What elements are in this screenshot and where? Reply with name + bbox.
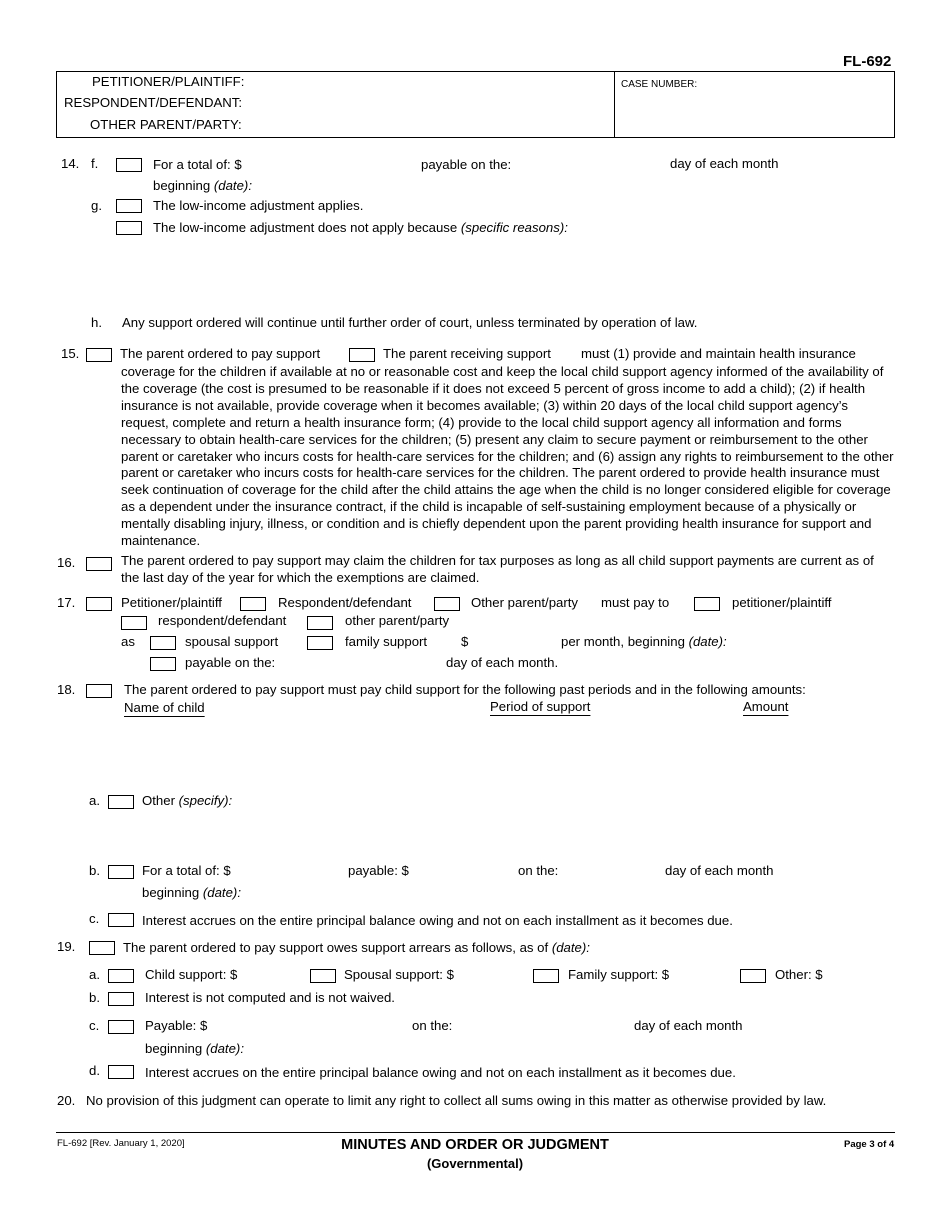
item-17-family-checkbox[interactable] — [307, 636, 333, 650]
item-14f-beginning — [153, 178, 252, 194]
item-17-number: 17. — [57, 595, 76, 610]
item-15-paying-parent-checkbox[interactable] — [86, 348, 112, 362]
item-17-must-pay: must pay to — [601, 595, 670, 610]
item-19d-text: Interest accrues on the entire principal balance owing and not on each installment as it becomes due. — [145, 1065, 736, 1080]
item-19c-letter: c. — [89, 1018, 100, 1033]
item-18c-checkbox[interactable] — [108, 913, 134, 927]
footer-title: MINUTES AND ORDER OR JUDGMENT — [341, 1137, 609, 1153]
item-17-per-month — [561, 634, 727, 650]
item-15-paying-parent: The parent ordered to pay support — [120, 346, 321, 361]
item-17-date: (date): — [688, 634, 727, 649]
item-18-number: 18. — [57, 682, 76, 697]
item-14f-date: (date): — [213, 178, 252, 193]
item-14f-checkbox[interactable] — [116, 158, 142, 172]
item-18b-letter: b. — [89, 863, 100, 878]
item-18c-letter: c. — [89, 911, 100, 926]
item-16-text: The parent ordered to pay support may claim the children for tax purposes as long as all child support payments are current as of the last day of the year for which the exemptions are claimed. — [121, 553, 874, 585]
item-17-to-petitioner-checkbox[interactable] — [694, 597, 720, 611]
item-17-petitioner-checkbox[interactable] — [86, 597, 112, 611]
item-17-spousal-checkbox[interactable] — [150, 636, 176, 650]
item-19c-payable: Payable: $ — [145, 1018, 208, 1033]
item-20-number: 20. — [57, 1093, 76, 1108]
item-19c-beginning-text: beginning — [145, 1041, 203, 1056]
item-19a-spousal-checkbox[interactable] — [310, 969, 336, 983]
item-16-checkbox[interactable] — [86, 557, 112, 571]
item-19-number: 19. — [57, 939, 76, 954]
item-18b-beginning — [142, 885, 241, 901]
form-id: FL-692 — [843, 53, 892, 70]
item-20-text: No provision of this judgment can operate to limit any right to collect all sums owing in this matter as otherwise provided by law. — [86, 1093, 827, 1108]
item-18b-checkbox[interactable] — [108, 865, 134, 879]
item-19a-other: Other: $ — [775, 967, 823, 982]
item-14f-payable: payable on the: — [421, 157, 512, 172]
item-14g-letter: g. — [91, 198, 102, 213]
item-19a-family: Family support: $ — [568, 967, 670, 982]
item-18a-other — [142, 793, 232, 809]
petitioner-label: PETITIONER/PLAINTIFF: — [92, 74, 245, 89]
item-19c-day: day of each month — [634, 1018, 743, 1033]
item-14g-applies: The low-income adjustment applies. — [153, 198, 364, 213]
caption-divider — [614, 71, 615, 138]
item-17-other-parent-checkbox[interactable] — [434, 597, 460, 611]
item-19d-checkbox[interactable] — [108, 1065, 134, 1079]
item-17-respondent: Respondent/defendant — [278, 595, 412, 610]
item-18c-text: Interest accrues on the entire principal balance owing and not on each installment as it becomes due. — [142, 913, 733, 928]
item-19a-other-checkbox[interactable] — [740, 969, 766, 983]
item-17-payable-checkbox[interactable] — [150, 657, 176, 671]
item-19d-letter: d. — [89, 1063, 100, 1078]
footer-subtitle: (Governmental) — [426, 1156, 524, 1171]
item-18a-other-text: Other — [142, 793, 175, 808]
item-19c-on: on the: — [412, 1018, 453, 1033]
item-18a-checkbox[interactable] — [108, 795, 134, 809]
item-15-body: coverage for the children if available at no or reasonable cost and keep the local child support agency informed of the availability of the coverage (the cost is presumed to be reasonable if it does not exceed 5 percent of gross income to add a child); (2) if health insurance is not available, provide coverage when it becomes available; (3) within 20 days of the local child support agency’s request, complete and return a health insurance form; (4) provide to the local child support agency all information and forms necessary to obtain health-care services for the children; (5) present any claim to secure payment or reimbursement to the other parent or caretaker who incurs costs for health-care services for the children; and (6) assign any rights to reimbursement to the other parent or caretaker who incurs costs for health-care services for the children. The parent ordered to provide health insurance must seek continuation of coverage for the child after the child attains the age when the child is no longer considered eligible for coverage as a dependent under the insurance contract, if the child is incapable of self-sustaining employment because of a physically or mentally disabling injury, illness, or condition and is chiefly dependent upon the parent providing health insurance for support and maintenance. — [121, 364, 894, 549]
item-17-per-month-text: per month, beginning — [561, 634, 685, 649]
item-14h-text: Any support ordered will continue until further order of court, unless terminated by operation of law. — [122, 315, 698, 330]
item-18-checkbox[interactable] — [86, 684, 112, 698]
case-number-label: CASE NUMBER: — [621, 79, 698, 90]
item-19b-letter: b. — [89, 990, 100, 1005]
item-19-text — [123, 940, 590, 956]
item-19b-checkbox[interactable] — [108, 992, 134, 1006]
item-18b-total: For a total of: $ — [142, 863, 231, 878]
respondent-label: RESPONDENT/DEFENDANT: — [64, 95, 243, 110]
item-17-to-other: other parent/party — [345, 613, 450, 628]
item-18b-day: day of each month — [665, 863, 774, 878]
item-18-text: The parent ordered to pay support must pay child support for the following past periods and in the following amounts: — [124, 682, 806, 697]
footer-rule — [56, 1132, 895, 1133]
item-17-day: day of each month. — [446, 655, 559, 670]
item-14g-not-applies-checkbox[interactable] — [116, 221, 142, 235]
item-14f-total: For a total of: $ — [153, 157, 242, 172]
item-17-to-respondent-checkbox[interactable] — [121, 616, 147, 630]
other-parent-label: OTHER PARENT/PARTY: — [90, 117, 242, 132]
item-17-petitioner: Petitioner/plaintiff — [121, 595, 222, 610]
item-14g-applies-checkbox[interactable] — [116, 199, 142, 213]
item-19c-date: (date): — [205, 1041, 244, 1056]
item-15-receiving-parent-checkbox[interactable] — [349, 348, 375, 362]
item-18b-payable: payable: $ — [348, 863, 409, 878]
item-17-to-petitioner: petitioner/plaintiff — [732, 595, 832, 610]
item-14f-beginning-text: beginning — [153, 178, 211, 193]
item-14g-not-applies — [153, 220, 568, 236]
item-19-text-main: The parent ordered to pay support owes support arrears as follows, as of — [123, 940, 549, 955]
footer-page: Page 3 of 4 — [844, 1139, 895, 1150]
item-15-line1-tail: must (1) provide and maintain health insurance — [581, 346, 856, 361]
item-17-to-respondent: respondent/defendant — [158, 613, 287, 628]
item-17-to-other-checkbox[interactable] — [307, 616, 333, 630]
item-17-payable: payable on the: — [185, 655, 276, 670]
item-19a-child-checkbox[interactable] — [108, 969, 134, 983]
item-14g-reasons: (specific reasons): — [460, 220, 568, 235]
item-19-date: (date): — [551, 940, 590, 955]
item-19a-child: Child support: $ — [145, 967, 238, 982]
item-18a-specify: (specify): — [178, 793, 233, 808]
item-19b-text: Interest is not computed and is not waived. — [145, 990, 395, 1005]
item-14f-letter: f. — [91, 156, 99, 171]
item-18-col-amount: Amount — [743, 699, 789, 714]
item-19c-checkbox[interactable] — [108, 1020, 134, 1034]
item-19a-family-checkbox[interactable] — [533, 969, 559, 983]
item-15-receiving-parent: The parent receiving support — [383, 346, 551, 361]
item-17-dollar: $ — [461, 634, 469, 649]
item-19a-letter: a. — [89, 967, 100, 982]
item-14g-not-applies-text: The low-income adjustment does not apply because — [153, 220, 458, 235]
item-17-other-parent: Other parent/party — [471, 595, 579, 610]
item-17-spousal: spousal support — [185, 634, 279, 649]
item-14h-letter: h. — [91, 315, 102, 330]
item-14f-day: day of each month — [670, 156, 779, 171]
item-19-checkbox[interactable] — [89, 941, 115, 955]
item-19c-beginning — [145, 1041, 244, 1057]
item-15-number: 15. — [61, 346, 80, 361]
item-18-col-period: Period of support — [490, 699, 591, 714]
item-18-col-name: Name of child — [124, 700, 205, 715]
item-19a-spousal: Spousal support: $ — [344, 967, 454, 982]
item-18b-beginning-text: beginning — [142, 885, 200, 900]
item-18b-on: on the: — [518, 863, 559, 878]
footer-revision: FL-692 [Rev. January 1, 2020] — [57, 1138, 185, 1149]
item-17-respondent-checkbox[interactable] — [240, 597, 266, 611]
item-18a-letter: a. — [89, 793, 100, 808]
item-17-family: family support — [345, 634, 428, 649]
item-14-number: 14. — [61, 156, 80, 171]
item-16-number: 16. — [57, 555, 76, 570]
item-17-as: as — [121, 634, 135, 649]
item-18b-date: (date): — [202, 885, 241, 900]
